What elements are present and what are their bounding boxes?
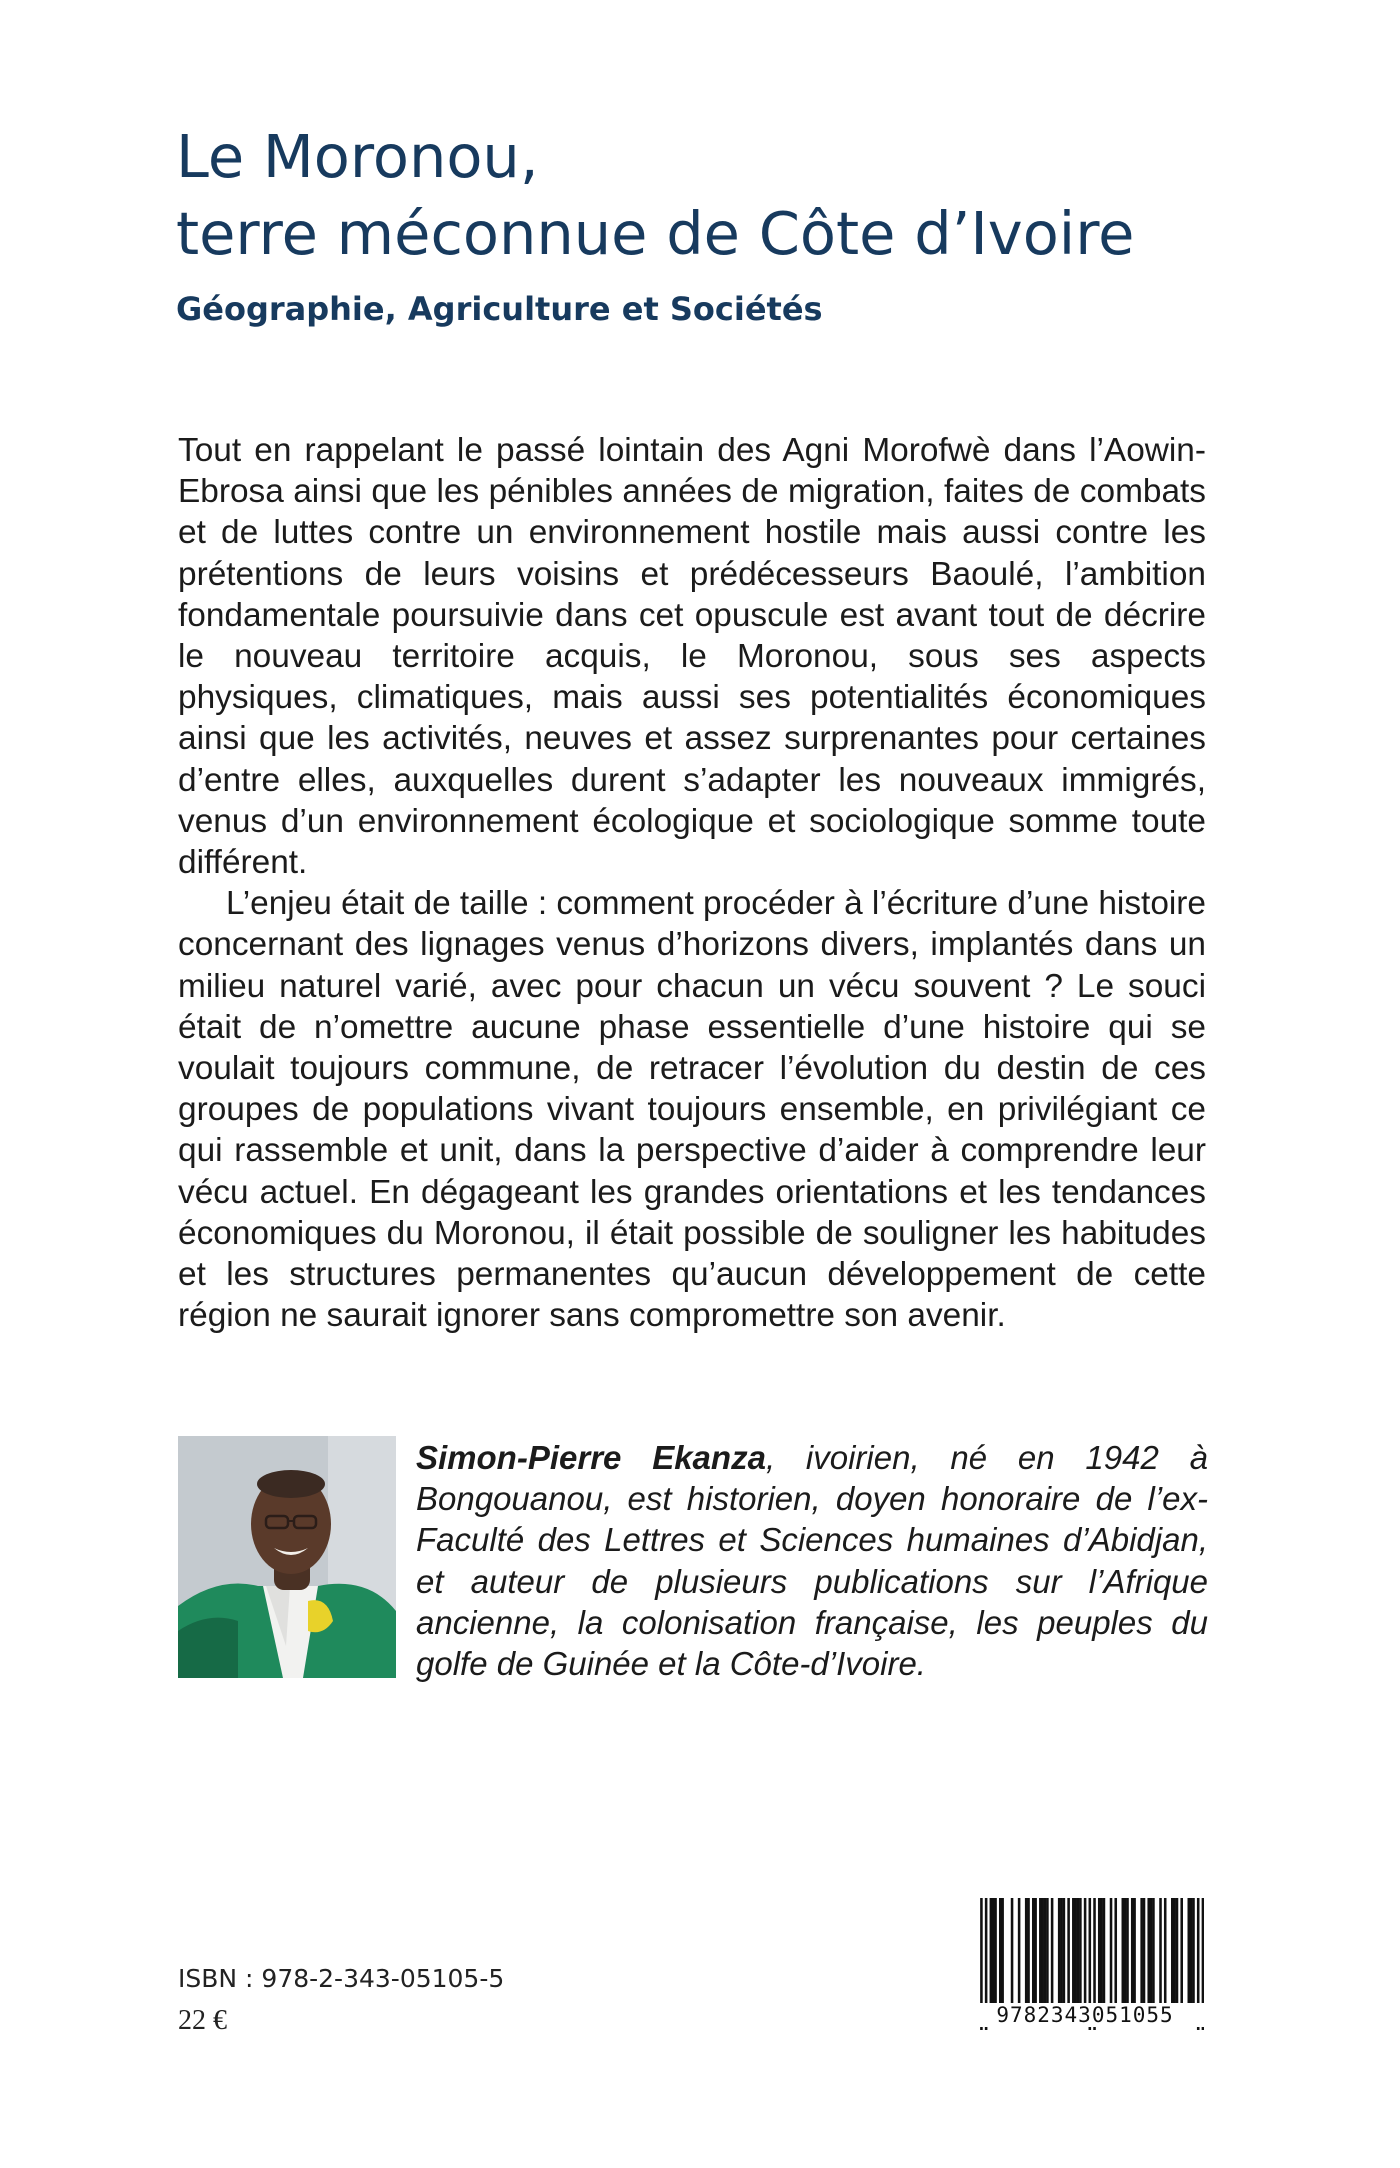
- barcode-bar: [1084, 1898, 1087, 2004]
- barcode-bar: [1041, 1898, 1044, 2004]
- price-label: 22 €: [178, 2005, 227, 2036]
- barcode-bar: [1159, 1898, 1162, 2004]
- barcode-bar: [1171, 1898, 1174, 2004]
- barcode-bar: [1032, 1898, 1035, 2004]
- barcode-bar: [1143, 1898, 1146, 2004]
- barcode-bar: [1011, 1898, 1014, 2004]
- barcode-bar: [1140, 1898, 1143, 2004]
- book-title-line-1: Le Moronou,: [176, 122, 539, 191]
- barcode-bar: [1126, 1898, 1129, 2004]
- barcode-bar: [1063, 1898, 1066, 2004]
- barcode-bar: [1114, 1898, 1117, 2004]
- barcode-bar: [1103, 1898, 1106, 2004]
- barcode-bar: [1001, 1898, 1004, 2004]
- barcode-bar: [1077, 1898, 1080, 2004]
- barcode-bar: [1190, 1898, 1193, 2004]
- barcode-bar: [1051, 1898, 1054, 2004]
- summary-paragraph-2: L’enjeu était de taille : comment procéder à l’écriture d’une histoire concernant des lignages venus d’horizons divers, implantés dans un milieu naturel varié, avec pour chacun un vécu souvent ? Le souci était de n’omettre aucune phase essentielle d’une histoire qui se voulait toujours commune, de retracer l’évolution du destin de ces groupes de populations vivant toujours ensemble, en privilégiant ce qui rassemble et unit, dans la perspective d’aider à comprendre leur vécu actuel. En dégageant les grandes orientations et les tendances économiques du Moronou, il était possible de souligner les habitudes et les structures permanentes qu’aucun développement de cette région ne saurait ignorer sans compromettre son avenir.: [178, 885, 1207, 1335]
- barcode-bar: [1072, 1898, 1075, 2004]
- barcode-bar: [1067, 1898, 1070, 2004]
- barcode-bar: [1044, 1898, 1047, 2004]
- barcode-bar: [1018, 1898, 1021, 2004]
- author-bio: [416, 1437, 1208, 1684]
- summary-paragraph-1: Tout en rappelant le passé lointain des Agni Morofwè dans l’Aowin-Ebrosa ainsi que les pénibles années de migration, faites de combats et de luttes contre un environnement hostile mais aussi contre les prétentions de leurs voisins et prédécesseurs Baoulé, l’ambition fondamentale poursuivie dans cet opuscule est avant tout de décrire le nouveau territoire acquis, le Moronou, sous ses aspects physiques, climatiques, mais aussi ses potentialités économiques ainsi que les activités, neuves et assez surprenantes pour certaines d’entre elles, auxquelles durent s’adapter les nouveaux immigrés, venus d’un environnement écologique et sociologique somme toute différent.: [178, 432, 1206, 882]
- barcode-bar: [1074, 1898, 1077, 2004]
- barcode-bar: [994, 1898, 997, 2004]
- author-photo: [178, 1436, 396, 1678]
- barcode-bar: [1025, 1898, 1028, 2004]
- isbn-label: ISBN : 978-2-343-05105-5: [178, 1964, 505, 1993]
- barcode-bar: [1173, 1898, 1176, 2004]
- barcode-bar: [1046, 1898, 1049, 2004]
- barcode-digits: 9782343051055: [966, 2003, 1204, 2027]
- barcode-bar: [1039, 1898, 1042, 2004]
- barcode-bar: [1152, 1898, 1155, 2004]
- barcode-bar: [1180, 1898, 1183, 2004]
- author-name: Simon-Pierre Ekanza: [416, 1439, 766, 1476]
- barcode-bar: [1034, 1898, 1037, 2004]
- barcode-bar: [1122, 1898, 1125, 2004]
- book-title-line-2: terre méconnue de Côte d’Ivoire: [176, 199, 1135, 268]
- book-subtitle: Géographie, Agriculture et Sociétés: [176, 290, 823, 328]
- barcode-bar: [1098, 1898, 1101, 2004]
- summary-text: [178, 430, 1206, 1336]
- barcode-bar: [990, 1898, 993, 2004]
- barcode-bar: [1100, 1898, 1103, 2004]
- barcode-bar: [1110, 1898, 1113, 2004]
- barcode-bar: [1147, 1898, 1150, 2004]
- barcode-bar: [1027, 1898, 1030, 2004]
- barcode-bar: [992, 1898, 995, 2004]
- barcode-bar: [999, 1898, 1002, 2004]
- barcode-bar: [1058, 1898, 1061, 2004]
- barcode-bar: [1079, 1898, 1082, 2004]
- barcode-bar: [1133, 1898, 1136, 2004]
- barcode-bar: [1176, 1898, 1179, 2004]
- barcode-bar: [1164, 1898, 1167, 2004]
- barcode-bar: [1124, 1898, 1127, 2004]
- barcode-bar: [1188, 1898, 1191, 2004]
- barcode-bar: [1150, 1898, 1153, 2004]
- barcode-bar: [1131, 1898, 1134, 2004]
- book-title: [176, 118, 1276, 272]
- author-bio-text: , ivoirien, né en 1942 à Bongouanou, est historien, doyen honoraire de l’ex-Faculté des Lettres et Sciences humaines d’Abidjan, et auteur de plusieurs publications sur l’Afrique ancienne, la colonisation française, les peuples du golfe de Guinée et la Côte-d’Ivoire.: [416, 1439, 1209, 1683]
- barcode-bar: [1060, 1898, 1063, 2004]
- barcode-bar: [1192, 1898, 1195, 2004]
